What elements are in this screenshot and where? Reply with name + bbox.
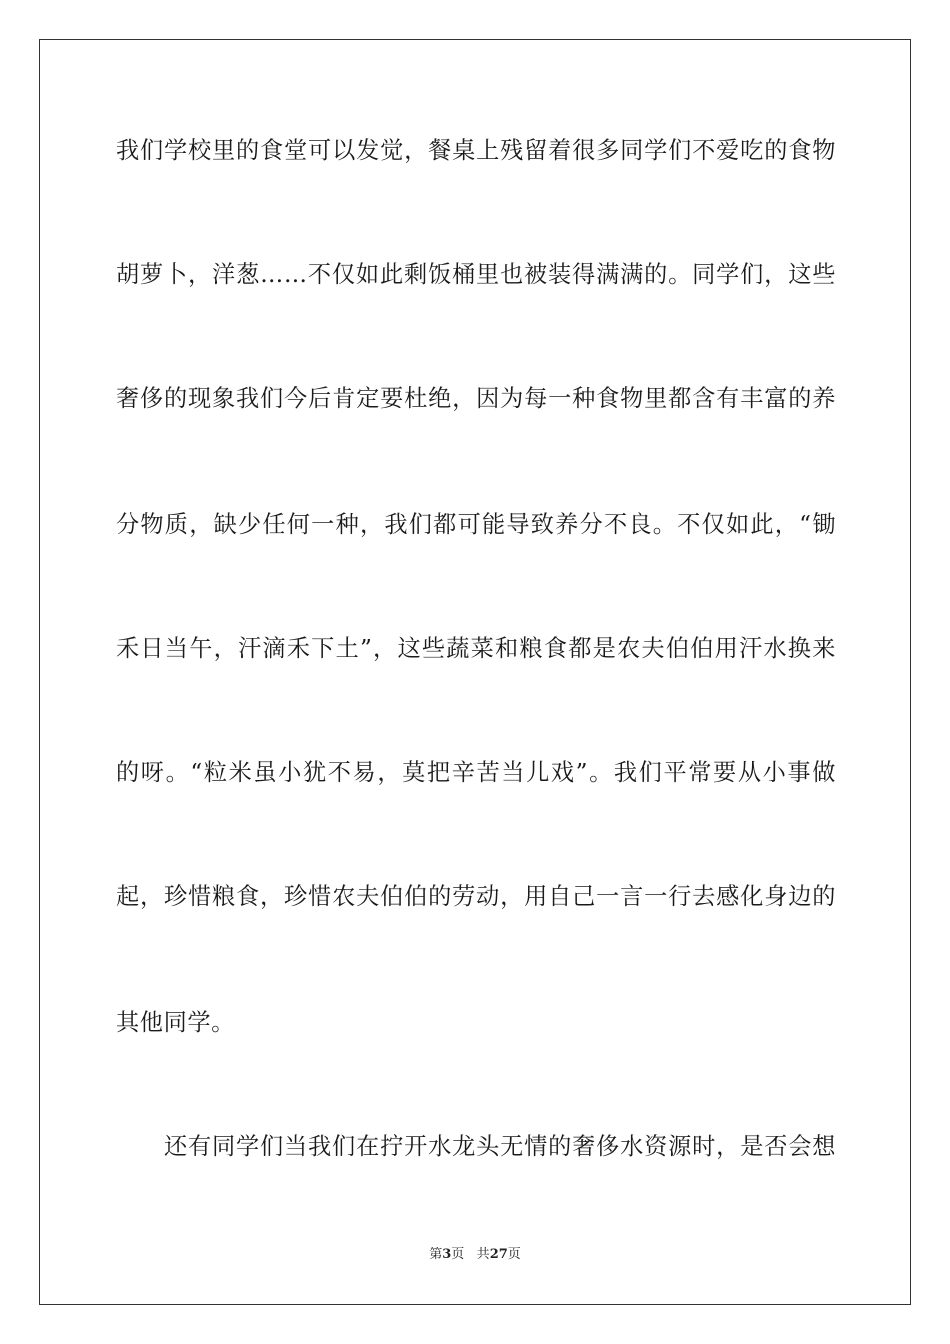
body-text-line: 胡萝卜，洋葱……不仅如此剩饭桶里也被装得满满的。同学们，这些 (116, 261, 836, 288)
page-suffix: 页 (451, 1247, 465, 1262)
paragraph-start-line: 还有同学们当我们在拧开水龙头无情的奢侈水资源时，是否会想 (164, 1133, 836, 1160)
page-prefix: 第 (429, 1247, 443, 1262)
total-suffix: 页 (507, 1247, 521, 1262)
body-text-line: 起，珍惜粮食，珍惜农夫伯伯的劳动，用自己一言一行去感化身边的 (116, 883, 836, 910)
body-text-line: 分物质，缺少任何一种，我们都可能导致养分不良。不仅如此，“锄 (116, 511, 836, 538)
body-text-line: 的呀。“粒米虽小犹不易，莫把辛苦当儿戏”。我们平常要从小事做 (116, 759, 836, 786)
page-footer (0, 1247, 950, 1263)
total-prefix: 共 (476, 1247, 490, 1262)
page-border (39, 39, 911, 1305)
total-pages: 27 (489, 1247, 508, 1262)
body-text-line: 我们学校里的食堂可以发觉，餐桌上残留着很多同学们不爱吃的食物 (116, 137, 836, 164)
body-text-line: 奢侈的现象我们今后肯定要杜绝，因为每一种食物里都含有丰富的养 (116, 385, 836, 412)
body-text-line: 其他同学。 (116, 1009, 235, 1036)
page-number: 3 (442, 1247, 452, 1262)
body-text-line: 禾日当午，汗滴禾下土”，这些蔬菜和粮食都是农夫伯伯用汗水换来 (116, 635, 836, 662)
